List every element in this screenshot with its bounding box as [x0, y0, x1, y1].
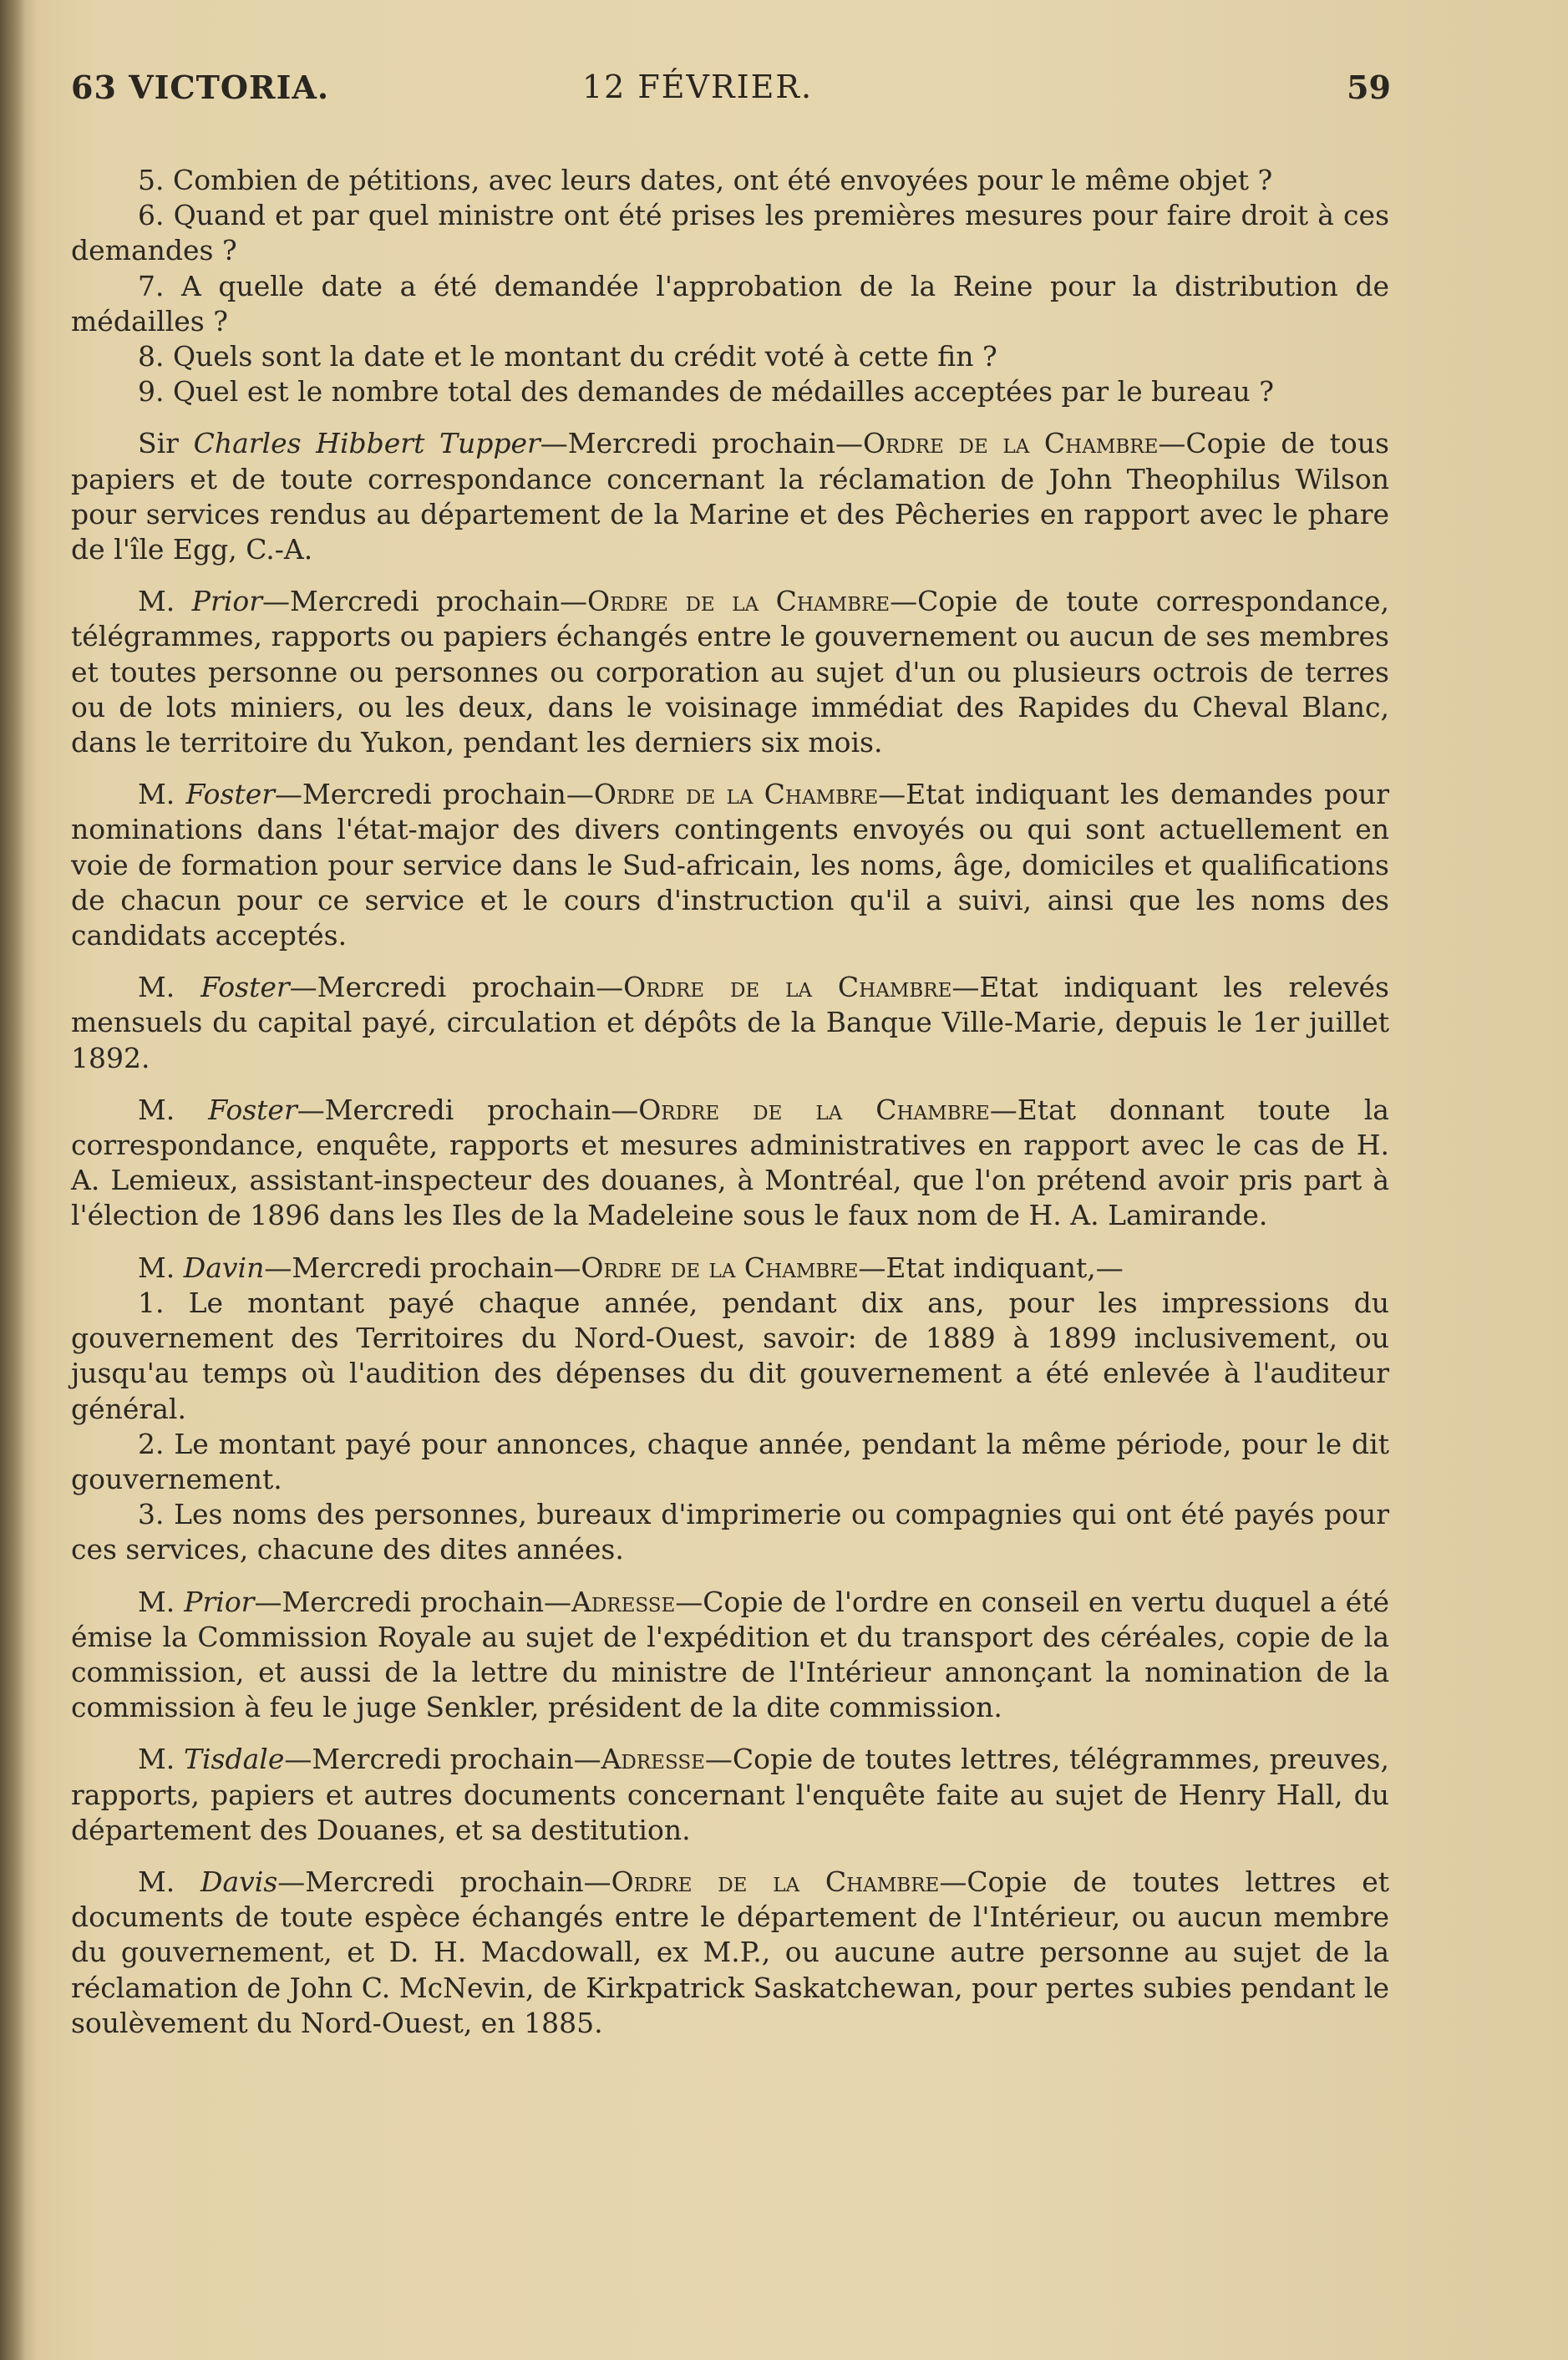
davin-item-1: 1. Le montant payé chaque année, pendant dix ans, pour les impressions du gouvernement des Territoires du Nord-Ouest, savoir: de 1889 à 1899 inclusivement, ou jusqu'au temps où l'audition des dépenses du dit gouvernement a été enlevée à l'auditeur général. [71, 1286, 1389, 1425]
motion-order: Ordre de la Chambre [638, 1093, 990, 1126]
motion-foster-2 [71, 970, 1389, 1076]
motion-davis [71, 1865, 1389, 2041]
motion-prefix: M. [138, 1743, 184, 1776]
member-name: Prior [184, 1585, 255, 1618]
running-header [71, 69, 1391, 119]
page-number: 59 [1347, 69, 1391, 106]
member-name: Foster [185, 778, 276, 811]
motion-text: —Etat indiquant les relevés mensuels du capital payé, circulation et dépôts de la Banque Ville-Marie, depuis le 1er juillet 1892. [71, 971, 1389, 1074]
motion-text: —Copie de toute correspondance, télégrammes, rapports ou papiers échangés entre le gouvernement ou aucun de ses membres et toutes personne ou personnes ou corporation au sujet d'un ou plusieurs octrois de terres ou de lots miniers, ou les deux, dans le voisinage immédiat des Rapides du Cheval Blanc, dans le territoire du Yukon, pendant les derniers six mois. [71, 585, 1389, 759]
motion-date: —Mercredi prochain— [254, 1585, 572, 1618]
member-name: Tisdale [183, 1743, 285, 1776]
motion-text: —Copie de toutes lettres et documents de toute espèce échangés entre le département de l'Intérieur, ou aucun membre du gouvernement, et D. H. Macdowall, ex M.P., ou aucune autre personne au sujet de la réclamation de John C. McNevin, de Kirkpatrick Saskatchewan, pour pertes subies pendant le soulèvement du Nord-Ouest, en 1885. [71, 1865, 1389, 2039]
header-date: 12 FÉVRIER. [582, 69, 814, 105]
motion-prefix: M. [138, 585, 192, 618]
question-9: 9. Quel est le nombre total des demandes de médailles acceptées par le bureau ? [138, 375, 1274, 409]
motion-tupper [71, 426, 1389, 567]
motion-date: —Mercredi prochain— [284, 1743, 601, 1776]
motion-order: Ordre de la Chambre [593, 778, 879, 811]
member-name: Davis [200, 1865, 278, 1898]
member-name: Charles Hibbert Tupper [193, 427, 540, 460]
motion-text: —Copie de l'ordre en conseil en vertu duquel a été émise la Commission Royale au sujet de l'expédition et du transport des céréales, copie de la commission, et aussi de la lettre du ministre de l'Intérieur annonçant la nomination de la commission à feu le juge Senkler, président de la dite commission. [71, 1585, 1389, 1724]
motion-prefix: M. [138, 1251, 184, 1284]
motion-order: Ordre de la Chambre [862, 427, 1159, 460]
davin-item-3: 3. Les noms des personnes, bureaux d'imprimerie ou compagnies qui ont été payés pour ces services, chacune des dites années. [71, 1498, 1389, 1566]
motion-prior-2 [71, 1585, 1389, 1726]
member-name: Prior [191, 585, 262, 618]
motion-date: —Mercredi prochain— [297, 1093, 639, 1126]
motion-date: —Mercredi prochain— [261, 585, 588, 618]
motion-prefix: M. [138, 1865, 201, 1898]
member-name: Davin [183, 1251, 265, 1284]
question-5: 5. Combien de pétitions, avec leurs dates, ont été envoyées pour le même objet ? [138, 164, 1273, 196]
motion-prefix: M. [138, 971, 201, 1004]
motion-foster-1 [71, 777, 1389, 953]
motion-text: —Copie de toutes lettres, télégrammes, preuves, rapports, papiers et autres documents concernant l'enquête faite au sujet de Henry Hall, du département des Douanes, et sa destitution. [71, 1743, 1389, 1846]
question-6: 6. Quand et par quel ministre ont été prises les premières mesures pour faire droit à ces demandes ? [71, 199, 1389, 267]
question-7: 7. A quelle date a été demandée l'approbation de la Reine pour la distribution de médailles ? [71, 269, 1389, 338]
motion-text: —Copie de tous papiers et de toute correspondance concernant la réclamation de John Theophilus Wilson pour services rendus au département de la Marine et des Pêcheries en rapport avec le phare de l'île Egg, C.-A. [71, 427, 1389, 566]
motion-prefix: M. [138, 778, 186, 811]
motion-order: Ordre de la Chambre [587, 585, 891, 618]
question-8: 8. Quels sont la date et le montant du crédit voté à cette fin ? [138, 340, 997, 373]
motion-order: Adresse [571, 1585, 676, 1618]
motion-prefix: M. [138, 1093, 209, 1126]
motion-text: —Etat donnant toute la correspondance, enquête, rapports et mesures administratives en rapport avec le cas de H. A. Lemieux, assistant-inspecteur des douanes, à Montréal, que l'on prétend avoir pris part à l'élection de 1896 dans les Iles de la Madeleine sous le faux nom de H. A. Lamirande. [71, 1093, 1389, 1232]
motion-foster-3 [71, 1093, 1389, 1234]
motion-text: —Etat indiquant,— [858, 1251, 1124, 1284]
motion-order: Adresse [601, 1743, 705, 1776]
motion-prefix: M. [138, 1585, 185, 1618]
motion-prior-1 [71, 584, 1389, 760]
motion-tisdale [71, 1742, 1389, 1848]
motion-date: —Mercredi prochain— [264, 1251, 581, 1284]
motion-text: —Etat indiquant les demandes pour nominations dans l'état-major des divers contingents envoyés ou qui sont actuellement en voie de formation pour service dans le Sud-africain, les noms, âge, domiciles et qualifications de chacun pour ce service et le cours d'instruction qu'il a suivi, ainsi que les noms des candidats acceptés. [71, 778, 1389, 952]
motion-date: —Mercredi prochain— [275, 778, 594, 811]
motion-date: —Mercredi prochain— [540, 427, 863, 460]
motion-davin [71, 1251, 1389, 1286]
header-session: 63 VICTORIA. [71, 69, 330, 106]
motion-order: Ordre de la Chambre [581, 1251, 859, 1284]
member-name: Foster [208, 1093, 297, 1126]
motion-date: —Mercredi prochain— [277, 1865, 611, 1898]
motion-order: Ordre de la Chambre [611, 1865, 940, 1898]
motion-order: Ordre de la Chambre [623, 971, 952, 1004]
page-binding-edge [0, 0, 25, 2360]
davin-item-2: 2. Le montant payé pour annonces, chaque année, pendant la même période, pour le dit gouvernement. [71, 1427, 1389, 1495]
member-name: Foster [200, 971, 290, 1004]
motion-date: —Mercredi prochain— [289, 971, 624, 1004]
page-body [71, 163, 1389, 2041]
motion-prefix: Sir [138, 427, 194, 460]
